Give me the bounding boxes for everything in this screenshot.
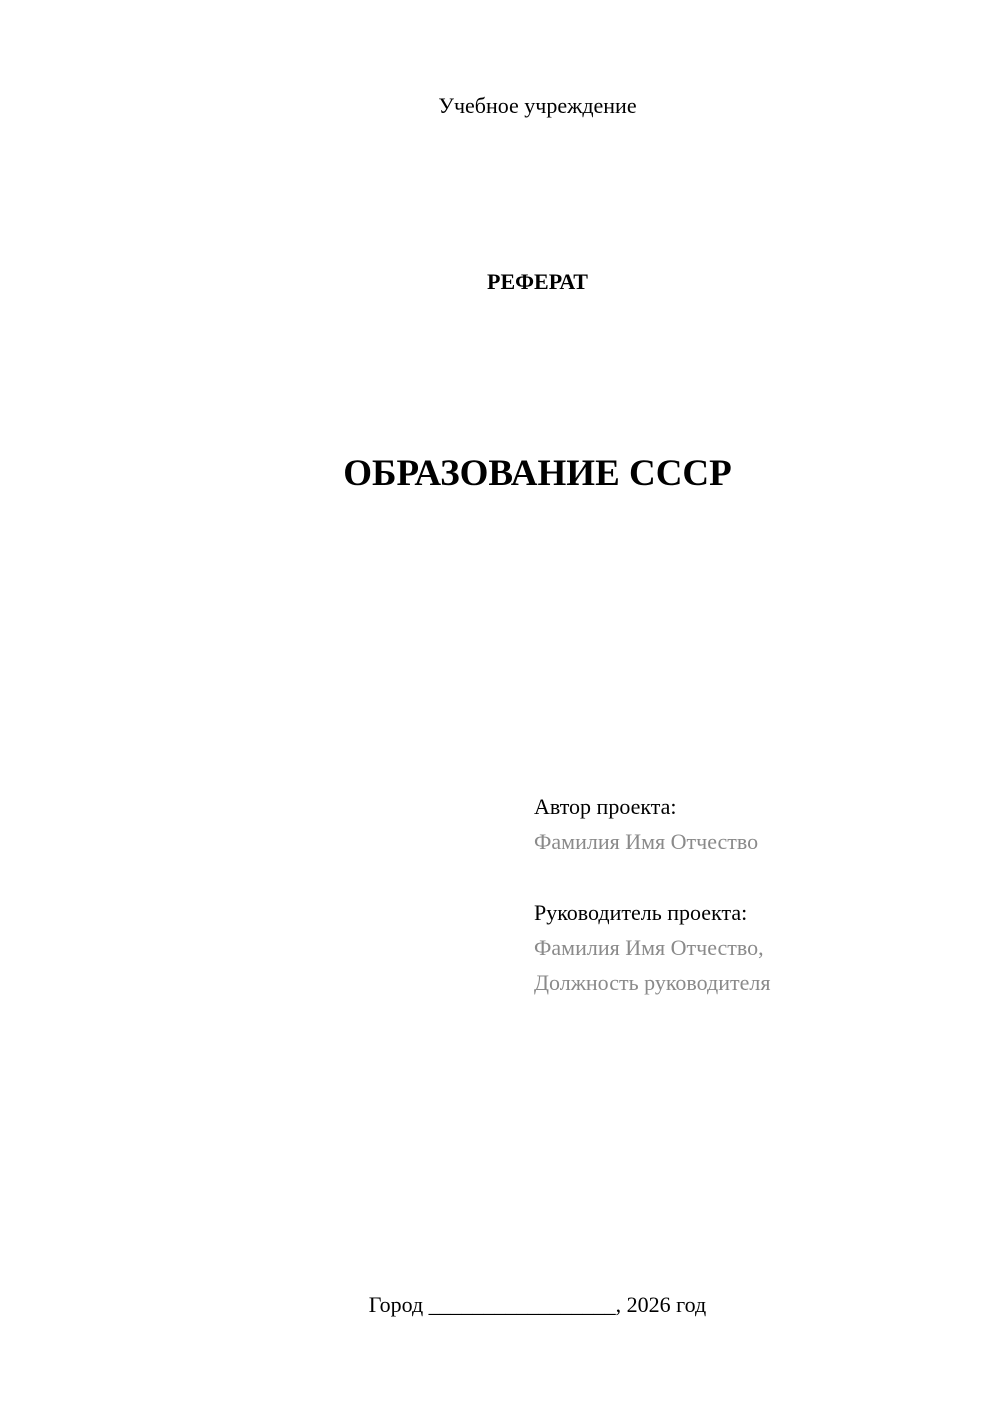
document-title: ОБРАЗОВАНИЕ СССР [343,453,732,494]
project-info-block [534,789,974,1000]
spacer [534,859,974,895]
supervisor-label: Руководитель проекта: [534,900,748,925]
author-name: Фамилия Имя Отчество [534,829,759,854]
document-type: РЕФЕРАТ [487,269,588,294]
author-label: Автор проекта: [534,794,677,819]
city-year-line: Город _________________, 2026 год [368,1292,707,1317]
supervisor-position: Должность руководителя [534,970,771,995]
supervisor-name: Фамилия Имя Отчество, [534,935,764,960]
institution-name: Учебное учреждение [438,93,637,118]
